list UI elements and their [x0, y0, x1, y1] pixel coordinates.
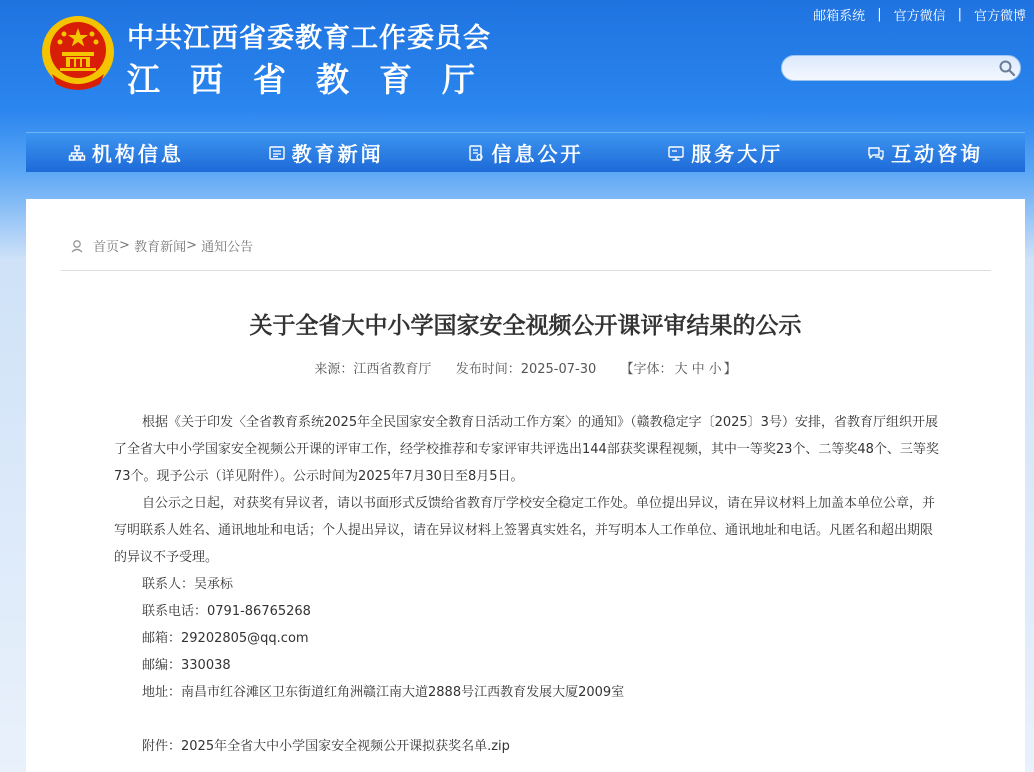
- date-label: 发布时间：: [455, 362, 521, 377]
- breadcrumb-sep: >: [119, 238, 130, 253]
- paragraph-2: 自公示之日起，对获奖有异议者，请以书面形式反馈给省教育厅学校安全稳定工作处。单位提出异议，请在异议材料上加盖本单位公章，并写明联系人姓名、通讯地址和电话；个人提出异议，请在异议材料上签署真实姓名，并写明本人工作单位、通讯地址和电话。凡匿名和超出期限的异议不予受理。: [114, 496, 936, 565]
- font-medium-button[interactable]: 中: [691, 362, 705, 377]
- paragraph-1: 根据《关于印发〈全省教育系统2025年全民国家安全教育日活动工作方案〉的通知》（赣教稳定字〔2025〕3号）安排，省教育厅组织开展了全省大中小学国家安全视频公开课的评审工作，经学校推荐和专家评审共评选出144部获奖课程视频，其中一等奖23个、二等奖48个、三等奖73个。现予公示（详见附件）。公示时间为2025年7月30日至8月5日。: [114, 415, 939, 484]
- nav-item-label: 信息公开: [491, 142, 584, 166]
- mail-system-link[interactable]: 邮箱系统: [813, 9, 866, 24]
- attachment-line: [114, 733, 940, 760]
- nav-item-interactive-consult[interactable]: [867, 138, 983, 167]
- font-large-button[interactable]: 大: [674, 362, 688, 377]
- document-icon: [467, 144, 485, 162]
- font-label: 【字体：: [620, 362, 673, 377]
- font-small-button[interactable]: 小: [708, 362, 722, 377]
- attachment-label: 附件：: [142, 739, 182, 754]
- breadcrumb-edu-news[interactable]: 教育新闻: [134, 240, 187, 255]
- font-size-switcher: [621, 362, 737, 377]
- nav-item-info-disclosure[interactable]: [467, 138, 583, 167]
- contact-address: 地址：南昌市红谷滩区卫东街道红角洲赣江南大道2888号江西教育发展大厦2009室: [142, 685, 625, 700]
- article-title: 关于全省大中小学国家安全视频公开课评审结果的公示: [249, 313, 802, 339]
- contact-phone: 联系电话：0791-86765268: [142, 604, 311, 619]
- contact-person: 联系人：吴承标: [142, 577, 234, 592]
- nav-item-label: 教育新闻: [291, 142, 384, 166]
- article-meta: [26, 358, 1025, 377]
- main-nav: [26, 132, 1025, 172]
- nav-item-org-info[interactable]: [68, 138, 184, 167]
- source-label: 来源：: [314, 362, 354, 377]
- search-input[interactable]: [781, 55, 1021, 81]
- breadcrumb-notices[interactable]: 通知公告: [201, 240, 254, 255]
- official-wechat-link[interactable]: 官方微信: [893, 9, 946, 24]
- publish-date: 2025-07-30: [520, 362, 597, 377]
- breadcrumb-sep: >: [186, 238, 197, 253]
- nav-item-label: 服务大厅: [691, 142, 784, 166]
- article-body: [114, 409, 940, 760]
- news-icon: [268, 144, 286, 162]
- official-weibo-link[interactable]: 官方微博: [973, 9, 1026, 24]
- contact-email: 邮箱：29202805@qq.com: [142, 631, 309, 646]
- divider: [61, 270, 991, 271]
- site-title-dept: 江西省教育厅: [127, 60, 505, 99]
- location-icon: [70, 239, 84, 253]
- attachment-link[interactable]: 2025年全省大中小学国家安全视频公开课拟获奖名单.zip: [181, 739, 510, 754]
- top-links: [813, 5, 1026, 24]
- content-card: [26, 199, 1025, 772]
- link-separator: |: [877, 7, 882, 22]
- font-label-close: 】: [723, 362, 737, 377]
- org-chart-icon: [68, 144, 86, 162]
- national-emblem: [40, 14, 116, 94]
- nav-item-service-hall[interactable]: [667, 138, 783, 167]
- site-title-party: 中共江西省委教育工作委员会: [127, 23, 491, 54]
- link-separator: |: [957, 7, 962, 22]
- nav-item-label: 互动咨询: [891, 142, 984, 166]
- breadcrumb-home[interactable]: 首页: [93, 240, 120, 255]
- monitor-icon: [667, 144, 685, 162]
- nav-item-edu-news[interactable]: [268, 138, 384, 167]
- breadcrumb: [70, 236, 253, 255]
- chat-icon: [867, 144, 885, 162]
- nav-item-label: 机构信息: [91, 142, 184, 166]
- source-value: 江西省教育厅: [353, 362, 432, 377]
- contact-zip: 邮编：330038: [142, 658, 231, 673]
- search-icon[interactable]: [998, 59, 1016, 77]
